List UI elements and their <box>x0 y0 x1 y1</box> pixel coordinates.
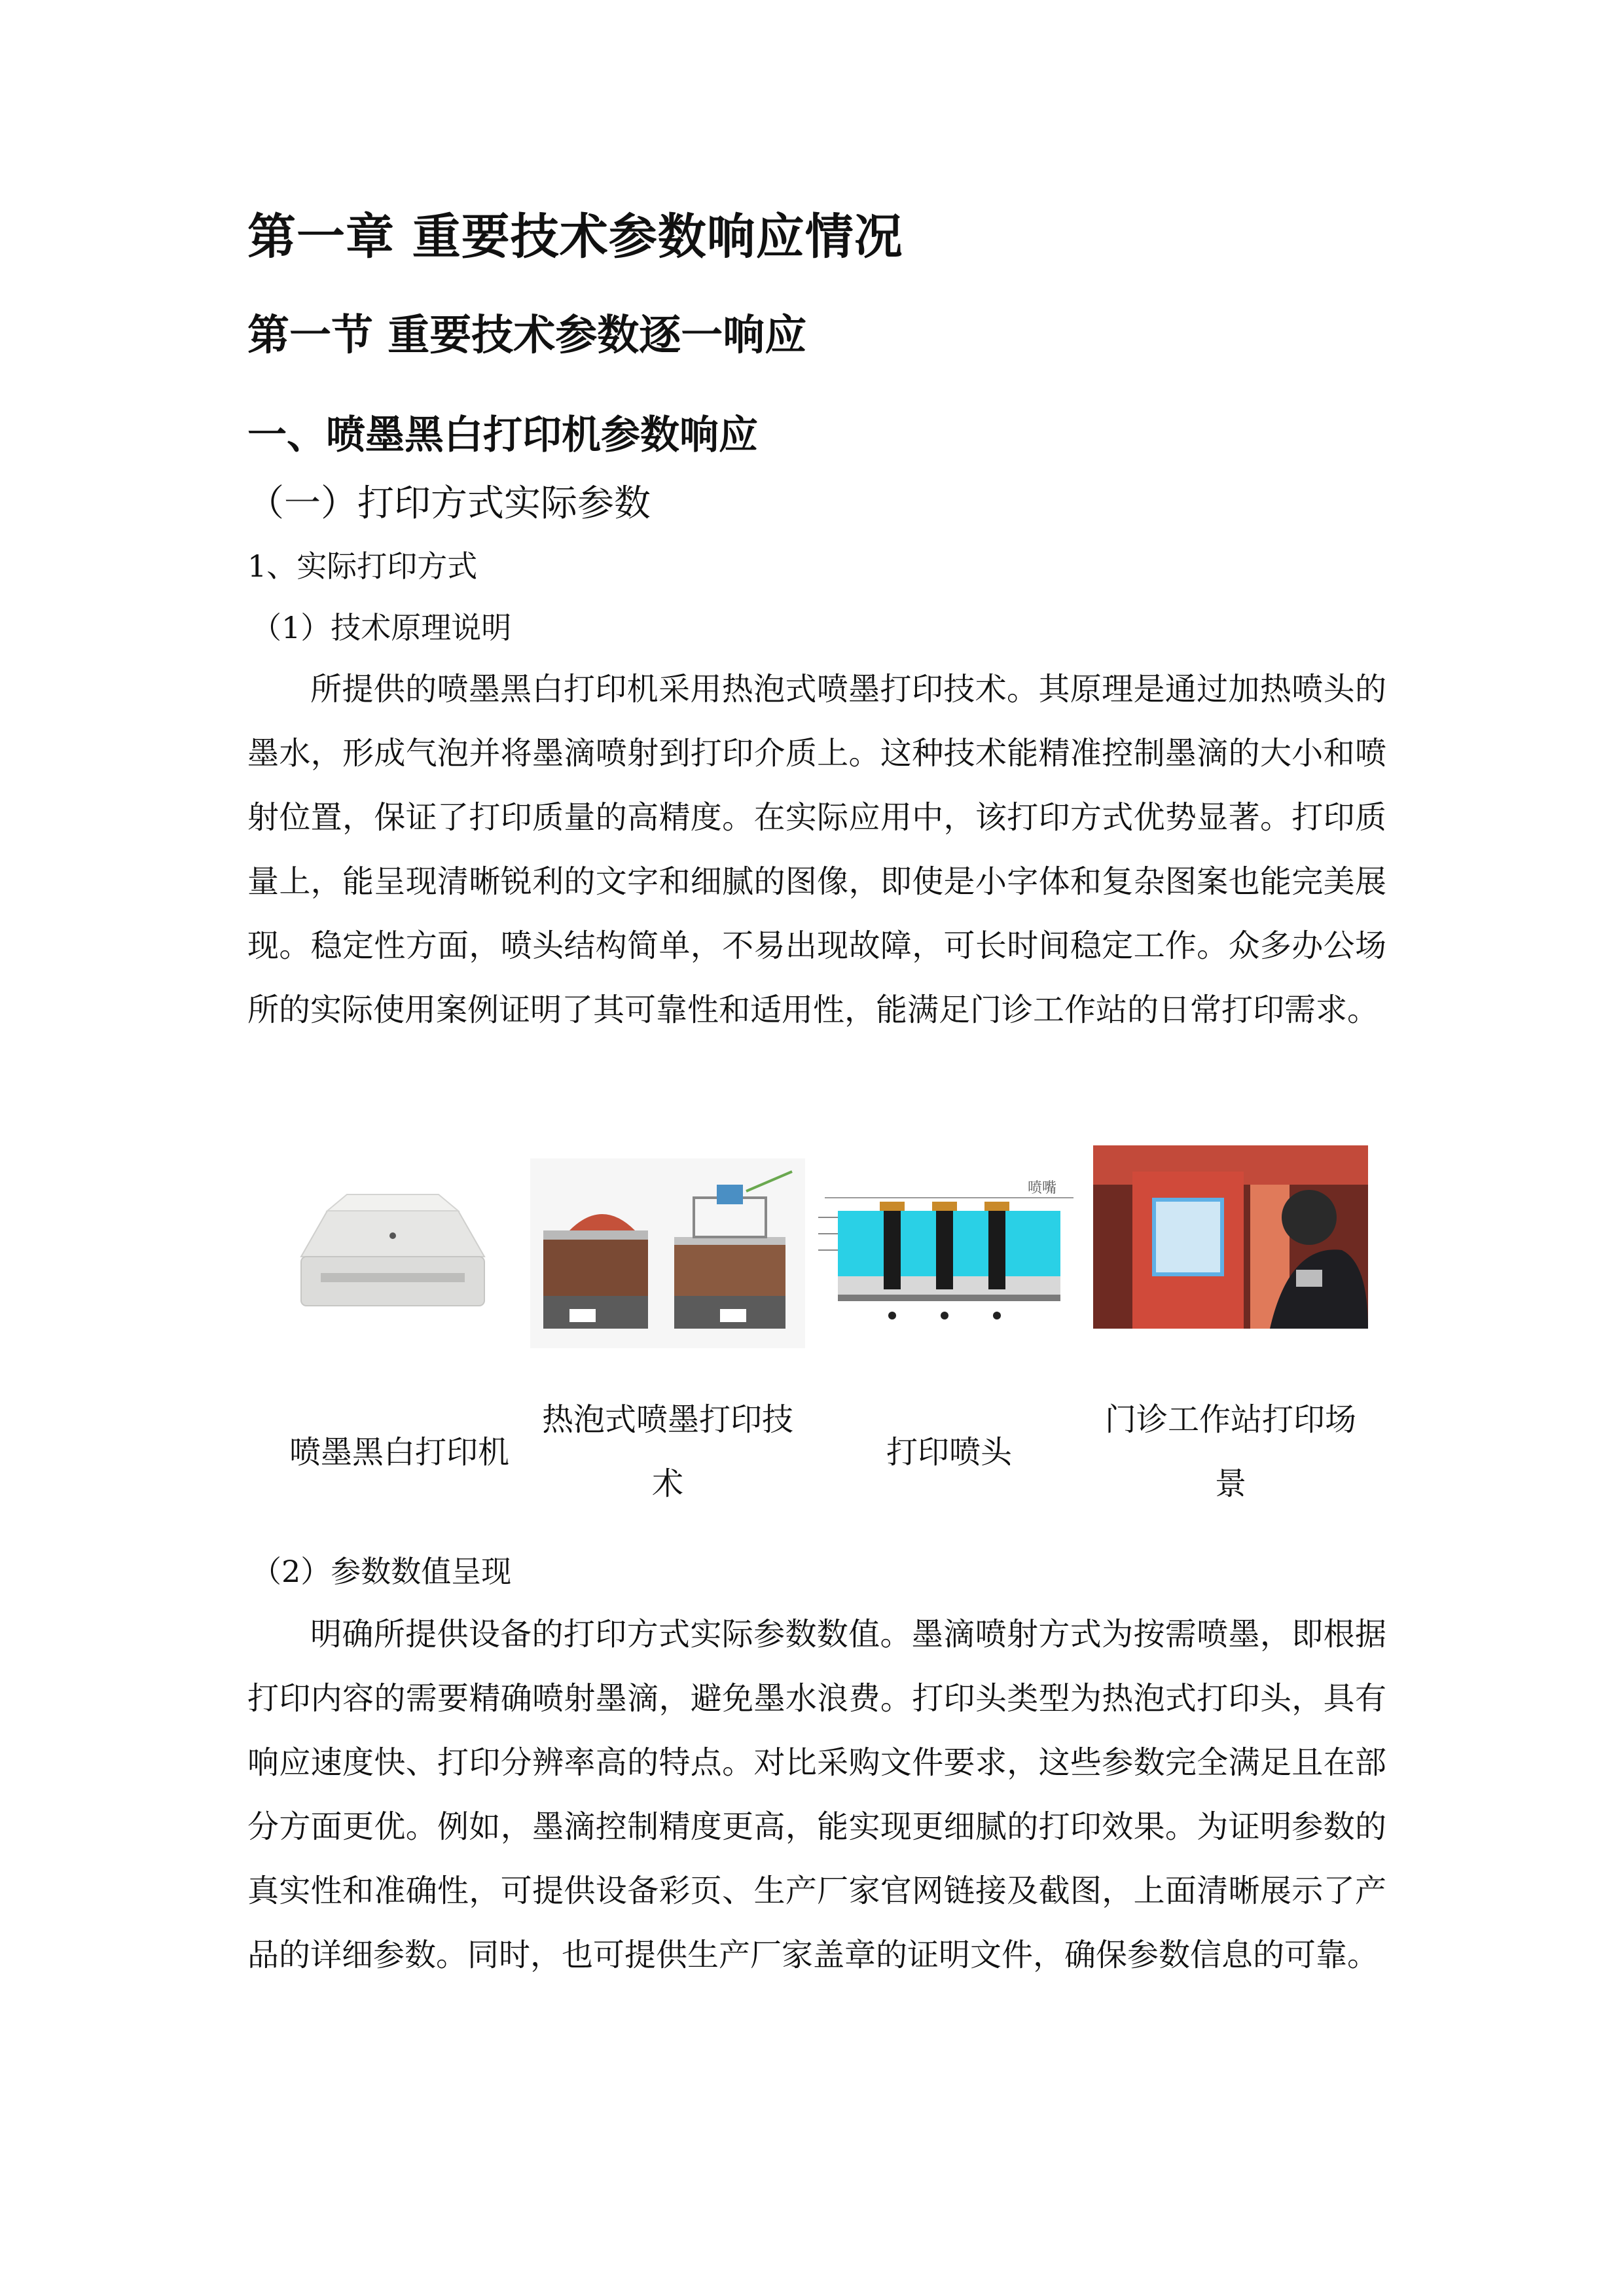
values-paragraph: 明确所提供设备的打印方式实际参数数值。墨滴喷射方式为按需喷墨，即根据打印内容的需要精确喷射墨滴，避免墨水浪费。打印头类型为热泡式打印头，具有响应速度快、打印分辨率高的特点。对比采购文件要求，这些参数完全满足且在部分方面更优。例如，墨滴控制精度更高，能实现更细腻的打印效果。为证明参数的真实性和准确性，可提供设备彩页、生产厂家官网链接及截图，上面清晰展示了产品的详细参数。同时，也可提供生产厂家盖章的证明文件，确保参数信息的可靠。 <box>247 1616 1386 1973</box>
principle-paragraph: 所提供的喷墨黑白打印机采用热泡式喷墨打印技术。其原理是通过加热喷头的墨水，形成气泡并将墨滴喷射到打印介质上。这种技术能精准控制墨滴的大小和喷射位置，保证了打印质量的高精度。在实际应用中，该打印方式优势显著。打印质量上，能呈现清晰锐利的文字和细腻的图像，即使是小字体和复杂图案也能完美展现。稳定性方面，喷头结构简单，不易出现故障，可长时间稳定工作。众多办公场所的实际使用案例证明了其可靠性和适用性，能满足门诊工作站的日常打印需求。 <box>247 671 1386 1028</box>
section-title: 第一节 重要技术参数逐一响应 <box>247 312 807 360</box>
caption-printer: 喷墨黑白打印机 <box>289 1434 509 1471</box>
nozzle-label: 喷嘴 <box>1028 1180 1057 1196</box>
point-title: 1、实际打印方式 <box>247 548 478 584</box>
printer-image <box>262 1158 537 1348</box>
sub-heading-principle: （1）技术原理说明 <box>251 610 512 645</box>
print-head-diagram <box>812 1158 1087 1348</box>
caption-workstation-scene: 门诊工作站打印场景 <box>1104 1401 1356 1502</box>
workstation-photo <box>1093 1145 1368 1335</box>
chapter-title: 第一章 重要技术参数响应情况 <box>247 209 903 265</box>
caption-thermal-bubble: 热泡式喷墨打印技术 <box>541 1401 793 1502</box>
item-title: （一）打印方式实际参数 <box>247 482 651 525</box>
caption-print-head: 打印喷头 <box>886 1434 1012 1471</box>
sub-heading-values: （2）参数数值呈现 <box>251 1554 512 1589</box>
figure-row <box>262 1158 1388 1525</box>
thermal-bubble-diagram <box>530 1158 805 1348</box>
subsection-title: 一、喷墨黑白打印机参数响应 <box>247 412 758 458</box>
